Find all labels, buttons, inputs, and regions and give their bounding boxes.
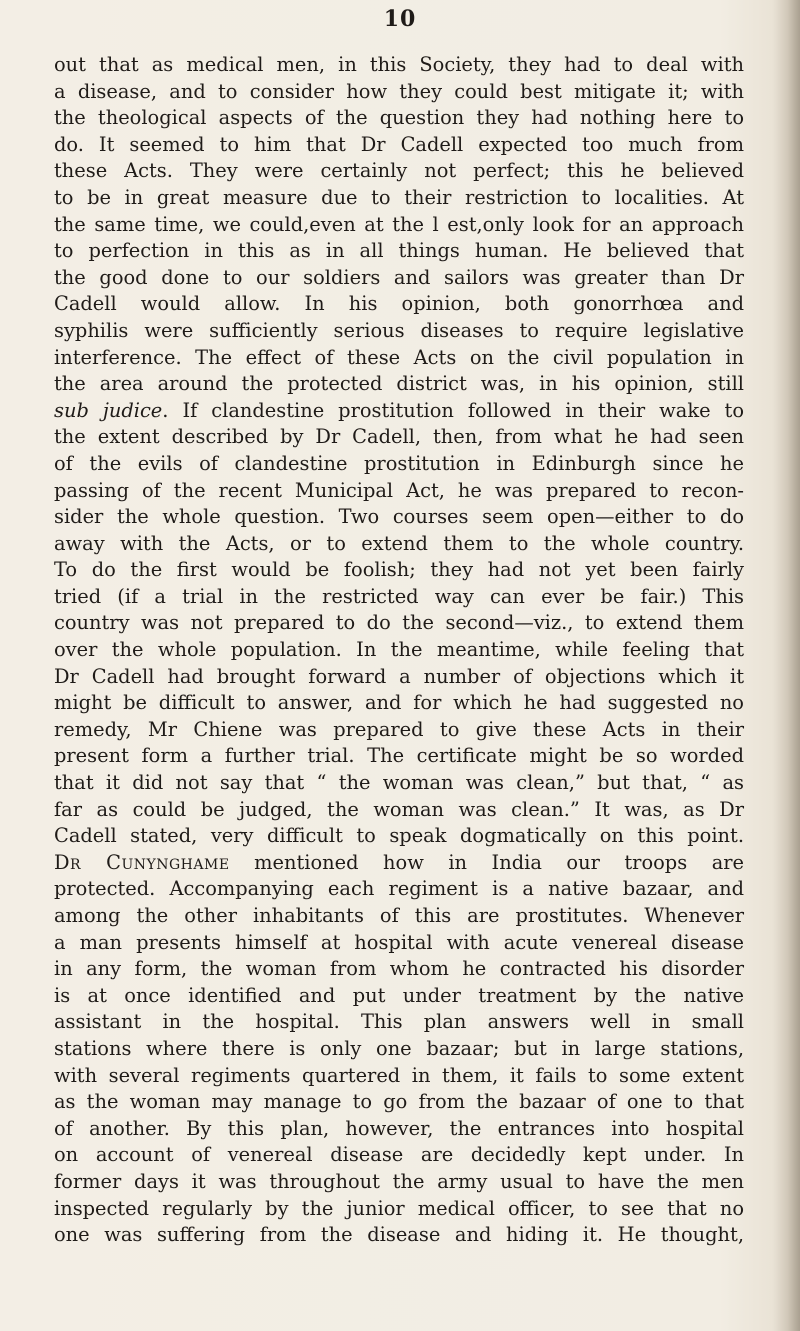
text-line: with several regiments quartered in them, it fails to some extent bbox=[54, 1063, 744, 1087]
text-line: one was suffering from the disease and hiding it. He thought, bbox=[54, 1223, 744, 1247]
text-line: of the evils of clandestine prostitution in Edinburgh since he bbox=[54, 451, 744, 475]
text-line: Cadell would allow. In his opinion, both gonorrhœa and bbox=[54, 292, 744, 316]
text-line: might be difficult to answer, and for which he had suggested no bbox=[54, 691, 744, 715]
text-line: the same time, we could,even at the l est,only look for an approach bbox=[54, 212, 744, 236]
speaker-name: Dr Cunynghame bbox=[54, 850, 230, 874]
text-line: the theological aspects of the question they had nothing here to bbox=[54, 106, 744, 130]
text-line: out that as medical men, in this Society, they had to deal with bbox=[54, 53, 744, 76]
text-line: assistant in the hospital. This plan answers well in small bbox=[54, 1010, 744, 1034]
text-line: far as could be judged, the woman was clean.” It was, as Dr bbox=[54, 797, 744, 821]
text-line: inspected regularly by the junior medical officer, to see that no bbox=[54, 1196, 744, 1220]
text-line: these Acts. They were certainly not perfect; this he believed bbox=[54, 159, 744, 183]
page-number: 10 bbox=[383, 6, 417, 32]
text-line: to be in great measure due to their restriction to localities. At bbox=[54, 185, 744, 209]
text-line: to perfection in this as in all things human. He believed that bbox=[54, 239, 744, 263]
text-line: as the woman may manage to go from the bazaar of one to that bbox=[54, 1090, 744, 1114]
text-line: the extent described by Dr Cadell, then, from what he had seen bbox=[54, 425, 744, 449]
text-line-speaker: Dr Cunynghame mentioned how in India our troops are bbox=[54, 850, 744, 874]
italic-phrase: sub judice bbox=[54, 398, 163, 422]
text-line: that it did not say that “ the woman was clean,” but that, “ as bbox=[54, 771, 744, 795]
text-line: present form a further trial. The certificate might be so worded bbox=[54, 744, 744, 768]
text-line: passing of the recent Municipal Act, he was prepared to recon- bbox=[54, 478, 744, 502]
text-line: tried (if a trial in the restricted way can ever be fair.) This bbox=[54, 584, 744, 608]
page-edge-shadow bbox=[772, 0, 800, 1331]
text-line: a disease, and to consider how they could best mitigate it; with bbox=[54, 79, 744, 103]
text-line: on account of venereal disease are decidedly kept under. In bbox=[54, 1143, 744, 1167]
text-line: former days it was throughout the army usual to have the men bbox=[54, 1169, 744, 1193]
text-line: Dr Cadell had brought forward a number of objections which it bbox=[54, 664, 744, 688]
body-text bbox=[54, 52, 744, 1249]
text-line: remedy, Mr Chiene was prepared to give these Acts in their bbox=[54, 717, 744, 741]
text-line: country was not prepared to do the second—viz., to extend them bbox=[54, 611, 744, 635]
text-line: syphilis were sufficiently serious diseases to require legislative bbox=[54, 318, 744, 342]
text-line: protected. Accompanying each regiment is a native bazaar, and bbox=[54, 877, 744, 901]
text-line: sider the whole question. Two courses seem open—either to do bbox=[54, 505, 744, 529]
text-line: stations where there is only one bazaar; but in large stations, bbox=[54, 1036, 744, 1060]
text-line: among the other inhabitants of this are prostitutes. Whenever bbox=[54, 904, 744, 927]
text-line: in any form, the woman from whom he contracted his disorder bbox=[54, 957, 744, 981]
text-line: Cadell stated, very difficult to speak dogmatically on this point. bbox=[54, 824, 744, 848]
text-line: is at once identified and put under treatment by the native bbox=[54, 983, 744, 1007]
text-line: of another. By this plan, however, the entrances into hospital bbox=[54, 1116, 744, 1140]
text-line: sub judice. If clandestine prostitution followed in their wake to bbox=[54, 398, 745, 422]
text-line: To do the first would be foolish; they had not yet been fairly bbox=[54, 558, 744, 582]
text-line: interference. The effect of these Acts on the civil population in bbox=[54, 345, 744, 369]
text-line: over the whole population. In the meantime, while feeling that bbox=[54, 638, 744, 662]
text-line: the good done to our soldiers and sailors was greater than Dr bbox=[54, 265, 744, 289]
text-line: do. It seemed to him that Dr Cadell expected too much from bbox=[54, 132, 744, 156]
text-line: away with the Acts, or to extend them to the whole country. bbox=[54, 531, 744, 555]
text-line: the area around the protected district was, in his opinion, still bbox=[54, 372, 744, 396]
text-line: a man presents himself at hospital with acute venereal disease bbox=[54, 930, 744, 954]
